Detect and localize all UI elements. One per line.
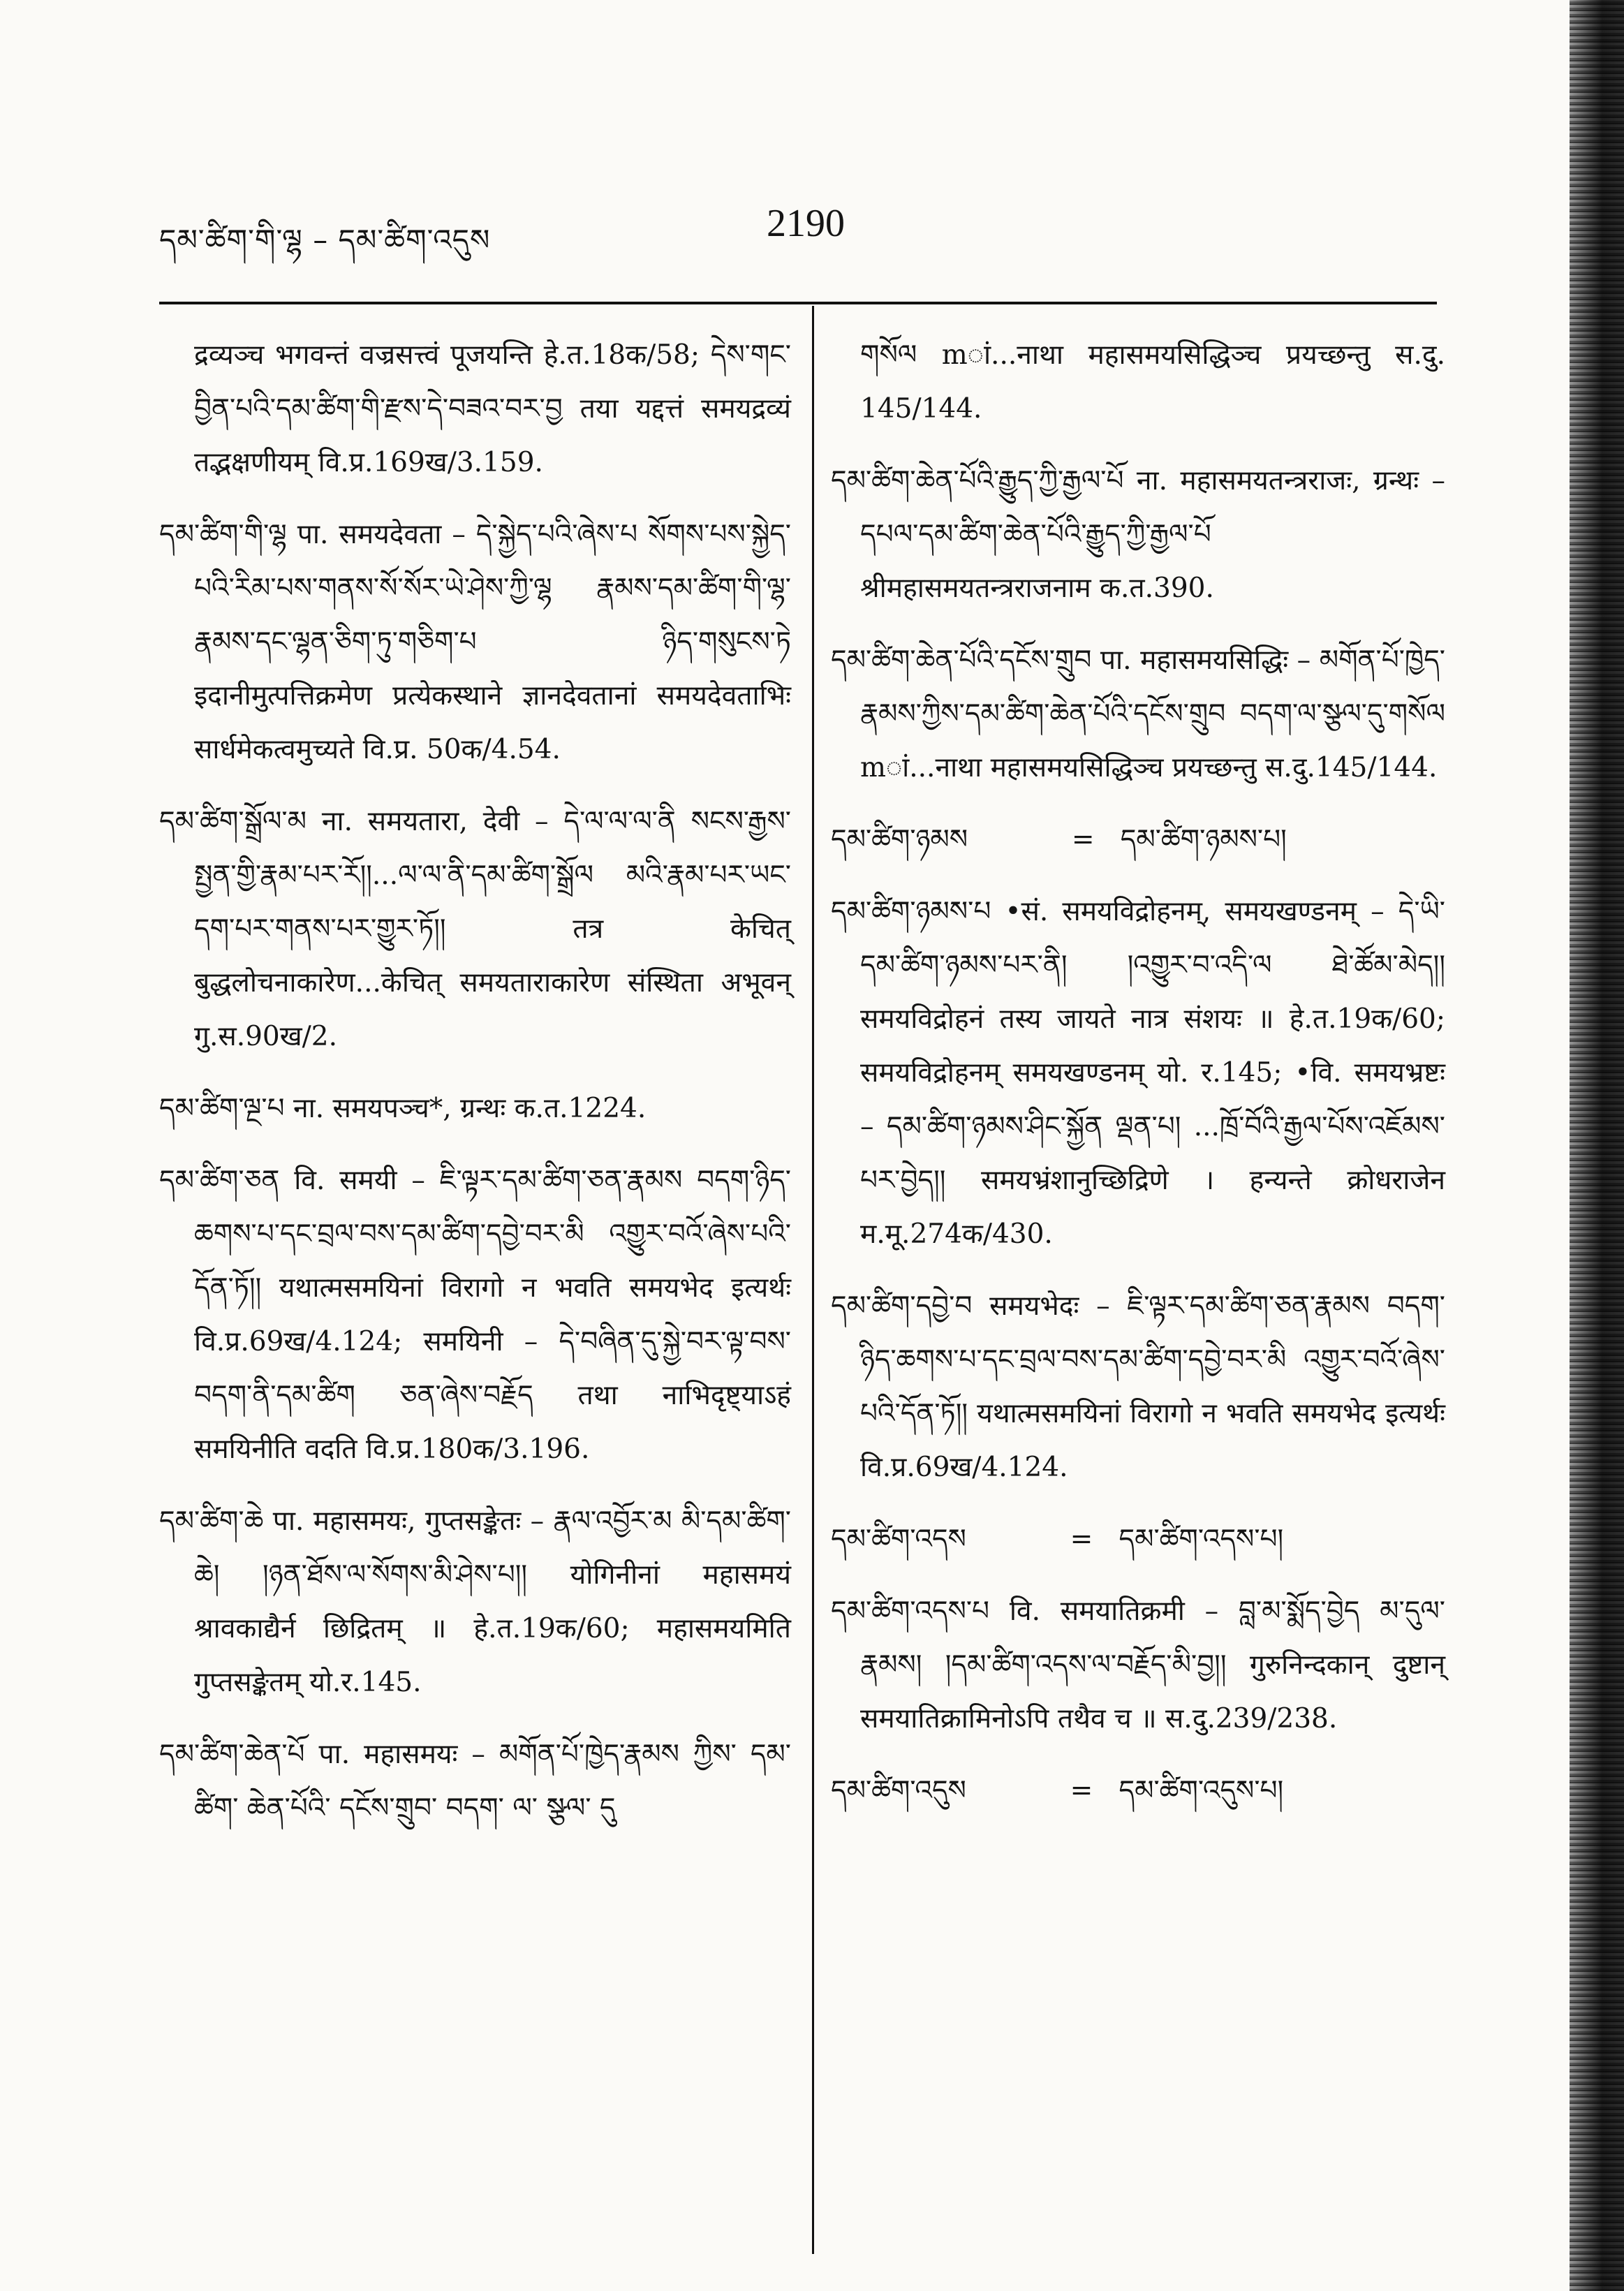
dictionary-entry: དམ་ཚིག་ལྔ་པ ना. समयपञ्च*, ग्रन्थः क.त.1224. (159, 1093, 647, 1124)
dictionary-entry: དམ་ཚིག་ཆེན་པོ पा. महासमयः – མགོན་པོ་ཁྱེད་རྣམས ཀྱིས་ དམ་ཚིག་ ཆེན་པོའི་ དངོས་གྲུབ་ བདག་ ལ་ སྩལ་ དུ (159, 1739, 791, 1824)
dictionary-entry: དམ་ཚིག་སྒྲོལ་མ ना. समयतारा, देवी – དེ་ལ་ལ་ལ་ནི སངས་རྒྱས་སྤྱན་གྱི་རྣམ་པར་རོ།།...ལ་ལ་ནི་དམ་ཚིག་སྒྲོལ མའི་རྣམ་པར་ཡང་དག་པར་གནས་པར་གྱུར་ཏོ།། तत्र केचित् बुद्धलोचनाकारेण...केचित् समयताराकारेण संस्थिता अभूवन् गु.स.90ख/2. (159, 806, 791, 1052)
cross-reference: དམ་ཚིག་འདུས = དམ་ཚིག་འདུས་པ། (831, 1775, 1284, 1806)
dictionary-entry: དམ་ཚིག་གི་ལྷ पा. समयदेवता – དེ་སྐྱེད་པའི་ཞེས་པ སོགས་པས་སྐྱེད་པའི་རིམ་པས་གནས་སོ་སོར་ཡེ་ཤེས་ཀྱི་ལྷ རྣམས་དམ་ཚིག་གི་ལྷ་རྣམས་དང་ལྷན་ཅིག་ཏུ་གཅིག་པ ཉིད་གསུངས་ཏེ इदानीमुत्पत्तिक्रमेण प्रत्येकस्थाने ज्ञानदेवतानां समयदेवताभिः सार्धमेकत्वमुच्यते वि.प्र. 50क/4.54. (159, 519, 791, 765)
dictionary-entry: དམ་ཚིག་ཉམས་པ •सं. समयविद्रोहनम्, समयखण्डनम् – དེ་ཡི་དམ་ཚིག་ཉམས་པར་ནི། །འགྱུར་བ་འདི་ལ ཐེ་ཚོམ་མེད།། समयविद्रोहनं तस्य जायते नात्र संशयः ॥ हे.त.19क/60; समयविद्रोहनम् समयखण्डनम् यो. र.145; •वि. समयभ्रष्टः – དམ་ཚིག་ཉམས་ཤིང་སྐྱོན ལྡན་པ། ...ཁྲོ་བོའི་རྒྱལ་པོས་འཇོམས་པར་བྱེད།། समयभ्रंशानुच्छिद्रिणे । हन्यन्ते क्रोधराजेन म.मू.274क/430. (831, 896, 1445, 1250)
entry-continuation: द्रव्यञ्च भगवन्तं वज्रसत्त्वं पूजयन्ति हे.त.18क/58; དེས་གང་བྱིན་པའི་དམ་ཚིག་གི་རྫས་དེ་བཟའ་བར་བྱ तया यद्दत्तं समयद्रव्यं तद्भक्षणीयम् वि.प्र.169ख/3.159. (194, 339, 791, 478)
entry-continuation: གསོལ mां...नाथा महासमयसिद्धिञ्च प्रयच्छन्तु स.दु. 145/144. (860, 339, 1445, 425)
cross-reference: དམ་ཚིག་འདས = དམ་ཚིག་འདས་པ། (831, 1524, 1284, 1555)
dictionary-entry: དམ་ཚིག་ཅན वि. समयी – ཇི་ལྟར་དམ་ཚིག་ཅན་རྣམས བདག་ཉིད་ཆགས་པ་དང་བྲལ་བས་དམ་ཚིག་དབྱེ་བར་མི འགྱུར་བའོ་ཞེས་པའི་དོན་ཏོ།། यथात्मसमयिनां विरागो न भवति समयभेद इत्यर्थः वि.प्र.69ख/4.124; समयिनी – དེ་བཞིན་དུ་སྐྱེ་བར་ལྟ་བས་བདག་ནི་དམ་ཚིག ཅན་ཞེས་བརྗོད तथा नाभिदृष्ट्याऽहं समयिनीति वदति वि.प्र.180क/3.196. (159, 1165, 791, 1465)
page-header (159, 201, 1437, 264)
left-column (159, 328, 791, 1853)
header-rule (159, 302, 1437, 304)
dictionary-entry: དམ་ཚིག་དབྱེ་བ समयभेदः – ཇི་ལྟར་དམ་ཚིག་ཅན་རྣམས བདག་ཉིད་ཆགས་པ་དང་བྲལ་བས་དམ་ཚིག་དབྱེ་བར་མི འགྱུར་བའོ་ཞེས་པའི་དོན་ཏོ།། यथात्मसमयिनां विरागो न भवति समयभेद इत्यर्थः वि.प्र.69ख/4.124. (831, 1290, 1445, 1483)
dictionary-entry: དམ་ཚིག་ཆེན་པོའི་དངོས་གྲུབ पा. महासमयसिद्धिः – མགོན་པོ་ཁྱེད་རྣམས་ཀྱིས་དམ་ཚིག་ཆེན་པོའི་དངོས་གྲུབ བདག་ལ་སྩལ་དུ་གསོལ mां...नाथा महासमयसिद्धिञ्च प्रयच्छन्तु स.दु.145/144. (831, 644, 1445, 783)
scan-binding-edge (1570, 0, 1624, 2291)
right-column (831, 328, 1445, 1836)
dictionary-entry: དམ་ཚིག་འདས་པ वि. समयातिक्रमी – བླ་མ་སྨོད་བྱེད མ་དུལ་རྣམས། །དམ་ཚིག་འདས་ལ་བརྗོད་མི་བྱ།། गुरुनिन्दकान् दुष्टान् समयातिक्रामिनोऽपि तथैव च ॥ स.दु.239/238. (831, 1596, 1445, 1734)
dictionary-entry: དམ་ཚིག་ཆེ पा. महासमयः, गुप्तसङ्केतः – རྣལ་འབྱོར་མ མི་དམ་ཚིག་ཆེ། །ཉན་ཐོས་ལ་སོགས་མི་ཤེས་པ།། योगिनीनां महासमयं श्रावकाद्यैर्न छिद्रितम् ॥ हे.त.19क/60; महासमयमिति गुप्तसङ्केतम् यो.र.145. (159, 1505, 791, 1698)
cross-reference: དམ་ཚིག་ཉམས = དམ་ཚིག་ཉམས་པ། (831, 824, 1287, 855)
column-divider (812, 306, 814, 2254)
running-head: དམ་ཚིག་གི་ལྷ – དམ་ཚིག་འདུས (159, 223, 491, 257)
dictionary-entry: དམ་ཚིག་ཆེན་པོའི་རྒྱུད་ཀྱི་རྒྱལ་པོ ना. महासमयतन्त्रराजः, ग्रन्थः – དཔལ་དམ་ཚིག་ཆེན་པོའི་རྒྱུད་ཀྱི་རྒྱལ་པོ श्रीमहासमयतन्त्रराजनाम क.त.390. (831, 465, 1445, 604)
page-number: 2190 (767, 202, 845, 245)
